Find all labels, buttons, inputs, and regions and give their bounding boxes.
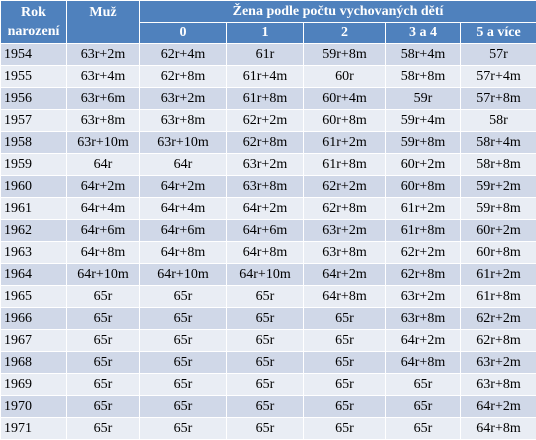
- cell-children-2: 60r+8m: [304, 110, 386, 132]
- cell-man: 65r: [67, 308, 140, 330]
- cell-children-0: 64r+2m: [140, 176, 227, 198]
- cell-year: 1970: [1, 396, 67, 418]
- header-children-3-4: 3 a 4: [386, 23, 461, 44]
- cell-year: 1965: [1, 286, 67, 308]
- cell-children-1: 65r: [227, 308, 304, 330]
- table-row: [1, 220, 536, 242]
- cell-children-2: 65r: [304, 418, 386, 440]
- table-row: [1, 330, 536, 352]
- table-row: [1, 88, 536, 110]
- cell-year: 1954: [1, 44, 67, 66]
- cell-man: 64r+8m: [67, 242, 140, 264]
- cell-children-0: 64r+10m: [140, 264, 227, 286]
- cell-children-1: 62r+8m: [227, 132, 304, 154]
- cell-children-3-4: 63r+2m: [386, 286, 461, 308]
- cell-children-5-plus: 61r+8m: [461, 286, 536, 308]
- cell-children-1: 65r: [227, 330, 304, 352]
- table-row: [1, 242, 536, 264]
- cell-children-0: 62r+4m: [140, 44, 227, 66]
- cell-children-1: 65r: [227, 286, 304, 308]
- cell-children-5-plus: 63r+8m: [461, 374, 536, 396]
- cell-children-5-plus: 60r+8m: [461, 242, 536, 264]
- table-row: [1, 308, 536, 330]
- cell-children-1: 64r+10m: [227, 264, 304, 286]
- cell-children-2: 63r+8m: [304, 242, 386, 264]
- cell-children-3-4: 64r+8m: [386, 352, 461, 374]
- cell-year: 1963: [1, 242, 67, 264]
- cell-year: 1961: [1, 198, 67, 220]
- cell-children-5-plus: 64r+2m: [461, 396, 536, 418]
- cell-children-0: 65r: [140, 418, 227, 440]
- cell-children-1: 65r: [227, 418, 304, 440]
- cell-children-5-plus: 62r+2m: [461, 308, 536, 330]
- cell-children-0: 63r+2m: [140, 88, 227, 110]
- cell-man: 65r: [67, 396, 140, 418]
- cell-children-3-4: 59r+8m: [386, 132, 461, 154]
- cell-year: 1969: [1, 374, 67, 396]
- table-row: [1, 264, 536, 286]
- cell-children-3-4: 64r+2m: [386, 330, 461, 352]
- table-row: [1, 110, 536, 132]
- cell-children-1: 65r: [227, 352, 304, 374]
- cell-man: 65r: [67, 330, 140, 352]
- table-row: [1, 198, 536, 220]
- cell-children-0: 65r: [140, 374, 227, 396]
- cell-children-5-plus: 58r+4m: [461, 132, 536, 154]
- cell-children-5-plus: 58r+8m: [461, 154, 536, 176]
- cell-children-5-plus: 60r+2m: [461, 220, 536, 242]
- cell-man: 63r+6m: [67, 88, 140, 110]
- cell-children-2: 62r+8m: [304, 198, 386, 220]
- cell-year: 1960: [1, 176, 67, 198]
- cell-children-0: 63r+8m: [140, 110, 227, 132]
- cell-children-0: 63r+10m: [140, 132, 227, 154]
- header-children-2: 2: [304, 23, 386, 44]
- cell-children-3-4: 58r+4m: [386, 44, 461, 66]
- cell-children-3-4: 60r+8m: [386, 176, 461, 198]
- cell-year: 1958: [1, 132, 67, 154]
- cell-children-2: 61r+2m: [304, 132, 386, 154]
- cell-man: 65r: [67, 352, 140, 374]
- cell-man: 64r+2m: [67, 176, 140, 198]
- cell-year: 1956: [1, 88, 67, 110]
- cell-children-1: 64r+8m: [227, 242, 304, 264]
- cell-year: 1971: [1, 418, 67, 440]
- cell-year: 1964: [1, 264, 67, 286]
- table-row: [1, 176, 536, 198]
- cell-children-2: 64r+8m: [304, 286, 386, 308]
- cell-children-3-4: 65r: [386, 418, 461, 440]
- cell-children-2: 65r: [304, 352, 386, 374]
- table-row: [1, 154, 536, 176]
- cell-children-1: 63r+8m: [227, 176, 304, 198]
- cell-children-5-plus: 64r+8m: [461, 418, 536, 440]
- cell-children-5-plus: 62r+8m: [461, 330, 536, 352]
- cell-year: 1966: [1, 308, 67, 330]
- cell-children-3-4: 63r+8m: [386, 308, 461, 330]
- cell-children-5-plus: 61r+2m: [461, 264, 536, 286]
- cell-children-2: 65r: [304, 374, 386, 396]
- cell-children-2: 60r+4m: [304, 88, 386, 110]
- cell-man: 63r+8m: [67, 110, 140, 132]
- cell-man: 64r: [67, 154, 140, 176]
- cell-children-5-plus: 57r+4m: [461, 66, 536, 88]
- cell-man: 64r+10m: [67, 264, 140, 286]
- cell-children-1: 63r+2m: [227, 154, 304, 176]
- table-row: [1, 132, 536, 154]
- cell-children-1: 62r+2m: [227, 110, 304, 132]
- cell-children-2: 59r+8m: [304, 44, 386, 66]
- cell-children-3-4: 59r: [386, 88, 461, 110]
- cell-children-2: 65r: [304, 308, 386, 330]
- cell-children-0: 65r: [140, 308, 227, 330]
- header-children-0: 0: [140, 23, 227, 44]
- cell-children-2: 61r+8m: [304, 154, 386, 176]
- table-header: [1, 1, 536, 44]
- cell-year: 1967: [1, 330, 67, 352]
- cell-children-3-4: 61r+8m: [386, 220, 461, 242]
- table-row: [1, 286, 536, 308]
- header-children-1: 1: [227, 23, 304, 44]
- cell-children-1: 61r: [227, 44, 304, 66]
- table-row: [1, 374, 536, 396]
- cell-children-5-plus: 59r+2m: [461, 176, 536, 198]
- cell-children-1: 64r+6m: [227, 220, 304, 242]
- cell-children-5-plus: 59r+8m: [461, 198, 536, 220]
- header-woman-by-children: Žena podle počtu vychovaných dětí: [140, 1, 536, 23]
- cell-man: 63r+4m: [67, 66, 140, 88]
- cell-children-2: 65r: [304, 396, 386, 418]
- header-man: Muž: [67, 1, 140, 44]
- cell-year: 1962: [1, 220, 67, 242]
- cell-man: 63r+10m: [67, 132, 140, 154]
- cell-children-0: 65r: [140, 352, 227, 374]
- cell-children-0: 64r+4m: [140, 198, 227, 220]
- cell-children-3-4: 62r+2m: [386, 242, 461, 264]
- cell-man: 65r: [67, 418, 140, 440]
- cell-children-2: 60r: [304, 66, 386, 88]
- table-row: [1, 66, 536, 88]
- cell-year: 1955: [1, 66, 67, 88]
- cell-man: 63r+2m: [67, 44, 140, 66]
- table-row: [1, 352, 536, 374]
- cell-children-5-plus: 57r: [461, 44, 536, 66]
- cell-year: 1959: [1, 154, 67, 176]
- cell-children-1: 64r+2m: [227, 198, 304, 220]
- cell-children-2: 63r+2m: [304, 220, 386, 242]
- cell-children-0: 64r+6m: [140, 220, 227, 242]
- table-body: [1, 44, 536, 440]
- cell-children-3-4: 59r+4m: [386, 110, 461, 132]
- cell-children-1: 61r+8m: [227, 88, 304, 110]
- cell-children-3-4: 61r+2m: [386, 198, 461, 220]
- cell-children-2: 62r+2m: [304, 176, 386, 198]
- cell-children-0: 62r+8m: [140, 66, 227, 88]
- cell-man: 64r+4m: [67, 198, 140, 220]
- cell-year: 1957: [1, 110, 67, 132]
- cell-year: 1968: [1, 352, 67, 374]
- cell-children-1: 65r: [227, 396, 304, 418]
- cell-children-3-4: 60r+2m: [386, 154, 461, 176]
- cell-children-5-plus: 63r+2m: [461, 352, 536, 374]
- cell-children-0: 65r: [140, 330, 227, 352]
- table-row: [1, 396, 536, 418]
- cell-children-0: 64r: [140, 154, 227, 176]
- cell-children-1: 65r: [227, 374, 304, 396]
- header-year-of-birth: Rok narození: [1, 1, 67, 44]
- cell-man: 65r: [67, 374, 140, 396]
- cell-children-3-4: 62r+8m: [386, 264, 461, 286]
- cell-children-0: 64r+8m: [140, 242, 227, 264]
- cell-children-5-plus: 58r: [461, 110, 536, 132]
- cell-man: 65r: [67, 286, 140, 308]
- cell-children-3-4: 65r: [386, 396, 461, 418]
- header-children-5-plus: 5 a více: [461, 23, 536, 44]
- cell-children-3-4: 65r: [386, 374, 461, 396]
- cell-children-1: 61r+4m: [227, 66, 304, 88]
- cell-man: 64r+6m: [67, 220, 140, 242]
- cell-children-3-4: 58r+8m: [386, 66, 461, 88]
- cell-children-2: 64r+2m: [304, 264, 386, 286]
- cell-children-2: 65r: [304, 330, 386, 352]
- cell-children-5-plus: 57r+8m: [461, 88, 536, 110]
- cell-children-0: 65r: [140, 396, 227, 418]
- table-row: [1, 44, 536, 66]
- cell-children-0: 65r: [140, 286, 227, 308]
